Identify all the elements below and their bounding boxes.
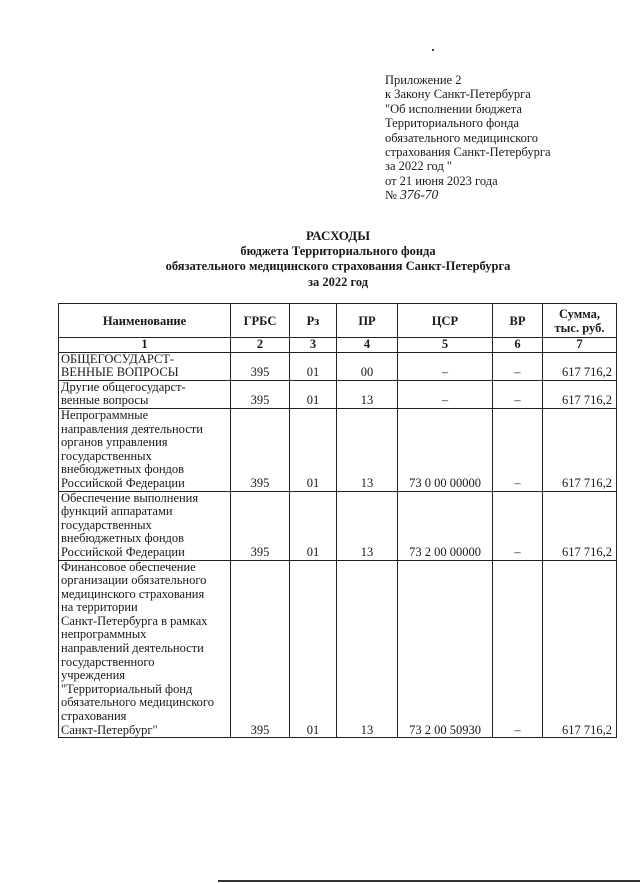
cell-name-line: функций аппаратами [61,504,173,519]
cell-name-line: Санкт-Петербург" [61,722,158,737]
cell-csr: 73 2 00 50930 [398,560,493,738]
cell-name [59,491,231,560]
appendix-line: Приложение 2 [385,73,462,87]
header-name: Наименование [59,304,231,338]
appendix-line: Территориального фонда [385,116,520,131]
cell-name-line: ВЕННЫЕ ВОПРОСЫ [61,365,179,380]
scan-speck [432,49,434,51]
cell-pr: 13 [337,408,398,491]
appendix-line: к Закону Санкт-Петербурга [385,87,531,102]
cell-vr: – [493,491,543,560]
header-rz: Рз [290,304,337,338]
index-cell: 6 [493,338,543,353]
cell-name-line: направлений деятельности [61,641,204,656]
cell-name-line: Обеспечение выполнения [61,490,199,505]
cell-name-line: ОБЩЕГОСУДАРСТ- [61,351,175,366]
cell-sum: 617 716,2 [543,560,617,738]
cell-name-line: Российской Федерации [61,544,185,559]
cell-name-line: венные вопросы [61,393,149,408]
cell-csr: 73 2 00 00000 [398,491,493,560]
header-grbs: ГРБС [231,304,290,338]
cell-vr: – [493,352,543,380]
appendix-line: "Об исполнении бюджета [385,101,522,116]
index-cell: 5 [398,338,493,353]
cell-name-line: Другие общегосударст- [61,379,186,394]
law-number-value: 376-70 [400,187,439,203]
appendix-line: от 21 июня 2023 года [385,173,498,188]
appendix-line: обязательного медицинского [385,130,539,145]
cell-name-line: организации обязательного [61,573,207,588]
index-cell: 4 [337,338,398,353]
cell-name-line: Непрограммные [61,407,149,422]
index-cell: 2 [231,338,290,353]
header-pr: ПР [337,304,398,338]
title-line: бюджета Территориального фонда [240,243,436,258]
cell-grbs: 395 [231,408,290,491]
expenses-table [58,303,617,738]
cell-name-line: государственных [61,448,152,463]
law-number [385,188,551,202]
cell-rz: 01 [290,352,337,380]
cell-name-line: непрограммных [61,627,147,642]
table-row [59,380,617,408]
cell-name-line: государственного [61,654,155,669]
header-csr: ЦСР [398,304,493,338]
table-row [59,408,617,491]
cell-name-line: страхования [61,709,127,724]
cell-name [59,380,231,408]
appendix-line: за 2022 год " [385,159,453,174]
cell-name-line: обязательного медицинского [61,695,215,710]
cell-grbs: 395 [231,491,290,560]
cell-name-line: внебюджетных фондов [61,462,185,477]
cell-rz: 01 [290,380,337,408]
cell-sum: 617 716,2 [543,352,617,380]
cell-vr: – [493,560,543,738]
cell-sum: 617 716,2 [543,491,617,560]
header-sum [543,304,617,338]
scan-edge-line [218,880,640,882]
cell-sum: 617 716,2 [543,380,617,408]
cell-name [59,408,231,491]
cell-vr: – [493,380,543,408]
cell-pr: 00 [337,352,398,380]
appendix-line: страхования Санкт-Петербурга [385,145,551,160]
cell-name-line: государственных [61,517,152,532]
title-line: за 2022 год [307,274,369,289]
table-row [59,491,617,560]
cell-pr: 13 [337,560,398,738]
document-title [0,228,640,290]
cell-name-line: учреждения [61,668,126,683]
index-row [59,338,617,353]
cell-rz: 01 [290,491,337,560]
cell-name-line: Санкт-Петербурга в рамках [61,613,208,628]
law-number-prefix: № [385,188,401,203]
index-cell: 1 [59,338,231,353]
cell-csr: 73 0 00 00000 [398,408,493,491]
cell-name [59,352,231,380]
cell-vr: – [493,408,543,491]
cell-sum: 617 716,2 [543,408,617,491]
cell-grbs: 395 [231,352,290,380]
cell-pr: 13 [337,491,398,560]
cell-grbs: 395 [231,560,290,738]
header-vr: ВР [493,304,543,338]
index-cell: 3 [290,338,337,353]
index-cell: 7 [543,338,617,353]
cell-name-line: медицинского страхования [61,586,205,601]
cell-name-line: Финансовое обеспечение [61,559,196,574]
cell-rz: 01 [290,560,337,738]
table-row [59,560,617,738]
header-row [59,304,617,338]
header-sum-line: Сумма, [558,306,601,321]
cell-rz: 01 [290,408,337,491]
cell-name-line: Российской Федерации [61,475,185,490]
cell-grbs: 395 [231,380,290,408]
title-line: РАСХОДЫ [306,228,370,243]
header-sum-unit: тыс. руб. [554,320,605,335]
cell-csr: – [398,380,493,408]
cell-pr: 13 [337,380,398,408]
cell-name-line: внебюджетных фондов [61,531,185,546]
cell-name-line: органов управления [61,435,168,450]
cell-name-line: на территории [61,600,138,615]
appendix-block [385,73,551,203]
table-row [59,352,617,380]
title-line: обязательного медицинского страхования Санкт-Петербурга [165,259,511,273]
cell-csr: – [398,352,493,380]
cell-name [59,560,231,738]
cell-name-line: "Территориальный фонд [61,681,193,696]
cell-name-line: направления деятельности [61,421,203,436]
